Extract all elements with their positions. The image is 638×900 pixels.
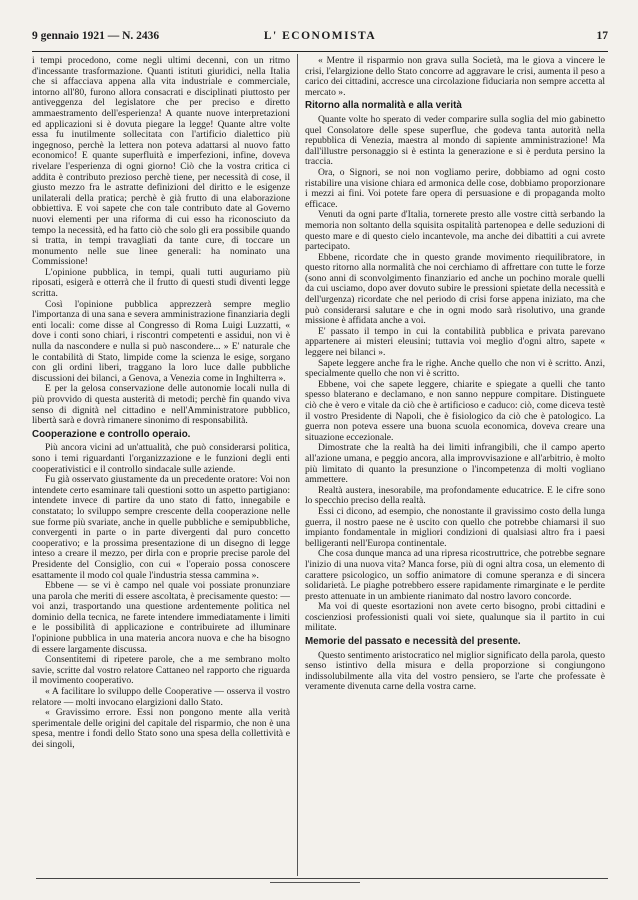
paragraph: Realtà austera, inesorabile, ma profondamente educatrice. E le cifre sono lo specchio preciso della realtà. <box>305 484 605 507</box>
section-heading: Cooperazione e controllo operaio. <box>32 428 191 440</box>
header-rule <box>32 51 608 52</box>
footer-dash <box>270 882 360 883</box>
paragraph: Dimostrate che la realtà ha dei limiti infrangibili, che il campo aperto all'azione umana, e peggio ancora, alla improvvisazione e all'arbitrio, è molto più limitato di quanto la presunzione o l'incompetenza di molti vogliano ammettere. <box>305 442 605 486</box>
paragraph: Ma voi di queste esortazioni non avete certo bisogno, probi cittadini e coscienziosi professionisti quali voi siete, qualunque sia il partito in cui militate. <box>305 601 605 634</box>
paragraph: Essi ci dicono, ad esempio, che nonostante il gravissimo costo della lunga guerra, il nostro paese ne è uscito con quello che potrebbe chiamarsi il suo impianto fondamentale in migliori condizioni di qualsiasi altro fra i paesi belligeranti nell'Europa continentale. <box>305 505 605 549</box>
paragraph: « Gravissimo errore. Essi non pongono mente alla verità sperimentale delle origini del capitale del risparmio, che non è una spesa, mentre i fondi dello Stato sono una spesa della collettività e dei singoli, <box>32 707 290 750</box>
paragraph: Che cosa dunque manca ad una ripresa ricostruttrice, che potrebbe segnare l'inizio di una nuova vita? Manca forse, più di ogni altra cosa, un elemento di carattere psicologico, un soffio animatore di comune speranza e di sincera solidarietà. Le piaghe potrebbero essere rapidamente rimarginate e le perdite presto attenuate in un ambiente rianimato dal nostro lavoro concorde. <box>305 548 605 602</box>
issue-date: 9 gennaio 1921 — N. 2436 <box>32 30 160 42</box>
paragraph: Consentitemi di ripetere parole, che a me sembrano molto savie, scritte dal vostro relatore Cattaneo nel rapporto che riguarda il movimento cooperativo. <box>32 654 290 687</box>
paragraph: « Mentre il risparmio non grava sulla Società, ma le giova a vincere le crisi, l'elargizione dello Stato concorre ad aggravare le crisi, aumenta il peso a carico dei cittadini, accresce una circolazione fiduciaria non sempre accetta al mercato ». <box>305 56 605 98</box>
paragraph: Ebbene, ricordate che in questo grande movimento riequilibratore, in questo ritorno alla normalità che noi cerchiamo di affrettare con tutte le forze (sono anni di sconvolgimento finanziario ed anche un pochino morale quelli da cui usciamo, dopo aver dovuto subire le pressioni spietate della necessità e dell'urgenza) ricordate che nel periodo di crisi forse appena iniziato, ma che può considerarsi salutare e che in ogni modo sarà risolutivo, una grande missione è affidata anche a voi. <box>305 251 605 327</box>
paragraph: Sapete leggere anche fra le righe. Anche quello che non vi è scritto. Anzi, specialmente quello che non vi è scritto. <box>305 357 605 380</box>
paragraph: Fu già osservato giustamente da un precedente oratore: Voi non intendete certo esaminare tali questioni sotto un aspetto partigiano: intendete invece di partire da uno stato di fatto, innegabile e constatato; lo sviluppo sempre crescente della cooperazione nelle sue forme più svariate, anche in quelle pubbliche e semipubbliche, convergenti in parte o in parte divergenti dal puro concetto cooperativo; e la prossima presentazione di un disegno di legge inteso a creare il mezzo, per dirla con e proprie precise parole del Presidente del Consiglio, con cui « l'operaio possa conoscere esattamente il modo col quale l'industria stessa cammina ». <box>32 474 290 581</box>
section-heading: Memorie del passato e necessità del presente. <box>305 636 521 648</box>
paragraph: Ora, o Signori, se noi non vogliamo perire, dobbiamo ad ogni costo ristabilire una visione chiara ed armonica delle cose, dobbiamo proporzionare i mezzi ai fini. Voi potete fare opera di persuasione e di propaganda molto efficace. <box>305 166 605 210</box>
paragraph: Venuti da ogni parte d'Italia, tornerete presto alle vostre città serbando la memoria non soltanto della squisita ospitalità partenopea e delle seduzioni di questo mare e di questo cielo incantevole, ma anche dei dibattiti a cui avrete partecipato. <box>305 209 605 253</box>
paragraph: Questo sentimento aristocratico nel miglior significato della parola, questo senso istintivo della misura e della proporzione si congiungono indissolubilmente alla vita del vostro pensiero, se l'arte che professate è veramente divenuta carne della vostra carne. <box>305 649 605 693</box>
page-header <box>32 30 608 48</box>
paragraph: Più ancora vicini ad un'attualità, che può considerarsi politica, sono i temi riguardanti l'organizzazione e le funzioni degli enti cooperativistici e il controllo sindacale sulle aziende. <box>32 442 290 475</box>
paragraph: Ebbene — se vi è campo nel quale voi possiate pronunziare una parola che meriti di essere ascoltata, è precisamente questo: — voi anzi, trasportando una questione ardentemente politica nel dominio della tecnica, ne farete intendere immediatamente i limiti e le possibilità di applicazione e contribuirete ad illuminare l'opinione pubblica in una materia ancora nuova e che ha bisogno di essere largamente discussa. <box>32 580 290 655</box>
column-divider <box>297 54 298 876</box>
footer-rule <box>36 878 608 879</box>
section-heading: Ritorno alla normalità e alla verità <box>305 100 462 112</box>
right-column <box>305 56 605 874</box>
left-column <box>32 56 290 874</box>
paragraph: Quante volte ho sperato di veder comparire sulla soglia del mio gabinetto quel Consolatore delle spese superflue, che godeva tanta autorità nella repubblica di Venezia, maestra al mondo di sapiente amministrazione! Ma dall'illustre personaggio si è estinta la generazione e si è perduta persino la traccia. <box>305 113 605 168</box>
paragraph: E' passato il tempo in cui la contabilità pubblica e privata parevano appartenere ai misteri eleusini; tuttavia voi meglio d'ogni altro, sapete « leggere nei bilanci ». <box>305 325 605 359</box>
journal-title: L' ECONOMISTA <box>263 30 377 42</box>
paragraph: Ebbene, voi che sapete leggere, chiarite e spiegate a quelli che tanto spesso blaterano e declamano, e non sanno neppure compitare. Distinguete ciò che è vero e vitale da ciò che è artificioso e caduco: ciò, come diceva testè il vostro Presidente di Napoli, che è fisiologico da ciò che è patologico. La guerra non poteva essere una buona scuola economica, doveva creare una situazione eccezionale. <box>305 378 605 443</box>
paragraph: Così l'opinione pubblica apprezzerà sempre meglio l'importanza di una sana e severa amministrazione finanziaria degli enti locali: come disse al Congresso di Roma Luigi Luzzatti, « dove i conti sono chiari, i riscontri competenti e assidui, non vi è nulla da nascondere e nulla si può nascondere... » E' naturale che le contabilità di Stato, limpide come la scienza le esige, sorgano con gli ordini liberi, traggano la loro luce dalle pubbliche discussioni dei bilanci, a Genova, a Venezia come in Inghilterra ». <box>32 298 290 384</box>
paragraph: L'opinione pubblica, in tempi, quali tutti auguriamo più riposati, esigerà e otterrà che il frutto di questi studi diventi legge scritta. <box>32 266 290 300</box>
page-number: 17 <box>596 30 608 42</box>
paragraph: « A facilitare lo sviluppo delle Cooperative — osserva il vostro relatore — molti invocano elargizioni dallo Stato. <box>32 686 290 708</box>
paragraph: E per la gelosa conservazione delle autonomie locali nulla di più provvido di questa austerità di metodi; perchè fin quando viva senso di dignità nel cittadino e nell'Amministratore pubblico, libertà sarà e dovrà rimanere sinonimo di responsabilità. <box>32 383 290 427</box>
paragraph: i tempi procedono, come negli ultimi decenni, con un ritmo d'incessante trasformazione. Quanti istituti giuridici, nella Italia che si affacciava appena alla vita industriale e commerciale, intorno all'80, furono allora consacrati e disciplinati piuttosto per antiveggenza del legislatore che per preciso e diretto ammaestramento dell'esperienza! A quante nuove interpretazioni ed applicazioni si è dovuta piegare la legge! Quante altre volte essa fu inutilmente sollecitata con l'artificio dialettico più ingegnoso, perchè la lettera non poteva adattarsi al nuovo fatto economico! E quante superfluità e imperfezioni, infine, doveva rivelare l'esperienza di ogni giorno! Ciò che la vostra critica ci addita è contributo prezioso perchè tiene, per necessità di cose, il giusto mezzo fra le astratte definizioni del diritto e le esigenze unilaterali della pratica; perchè è già frutto di una elaborazione obbiettiva. E voi sapete che con tale contributo date al Governo nuovi elementi per una riforma di cui esso ha riconosciuto da tempo la necessità, ed ha fatto ciò che solo gli era possibile quando si tratta, in tempi travagliati da tante cure, di toccare un monumento nelle sue linee generali: ha nominato una Commissione! <box>32 56 290 268</box>
